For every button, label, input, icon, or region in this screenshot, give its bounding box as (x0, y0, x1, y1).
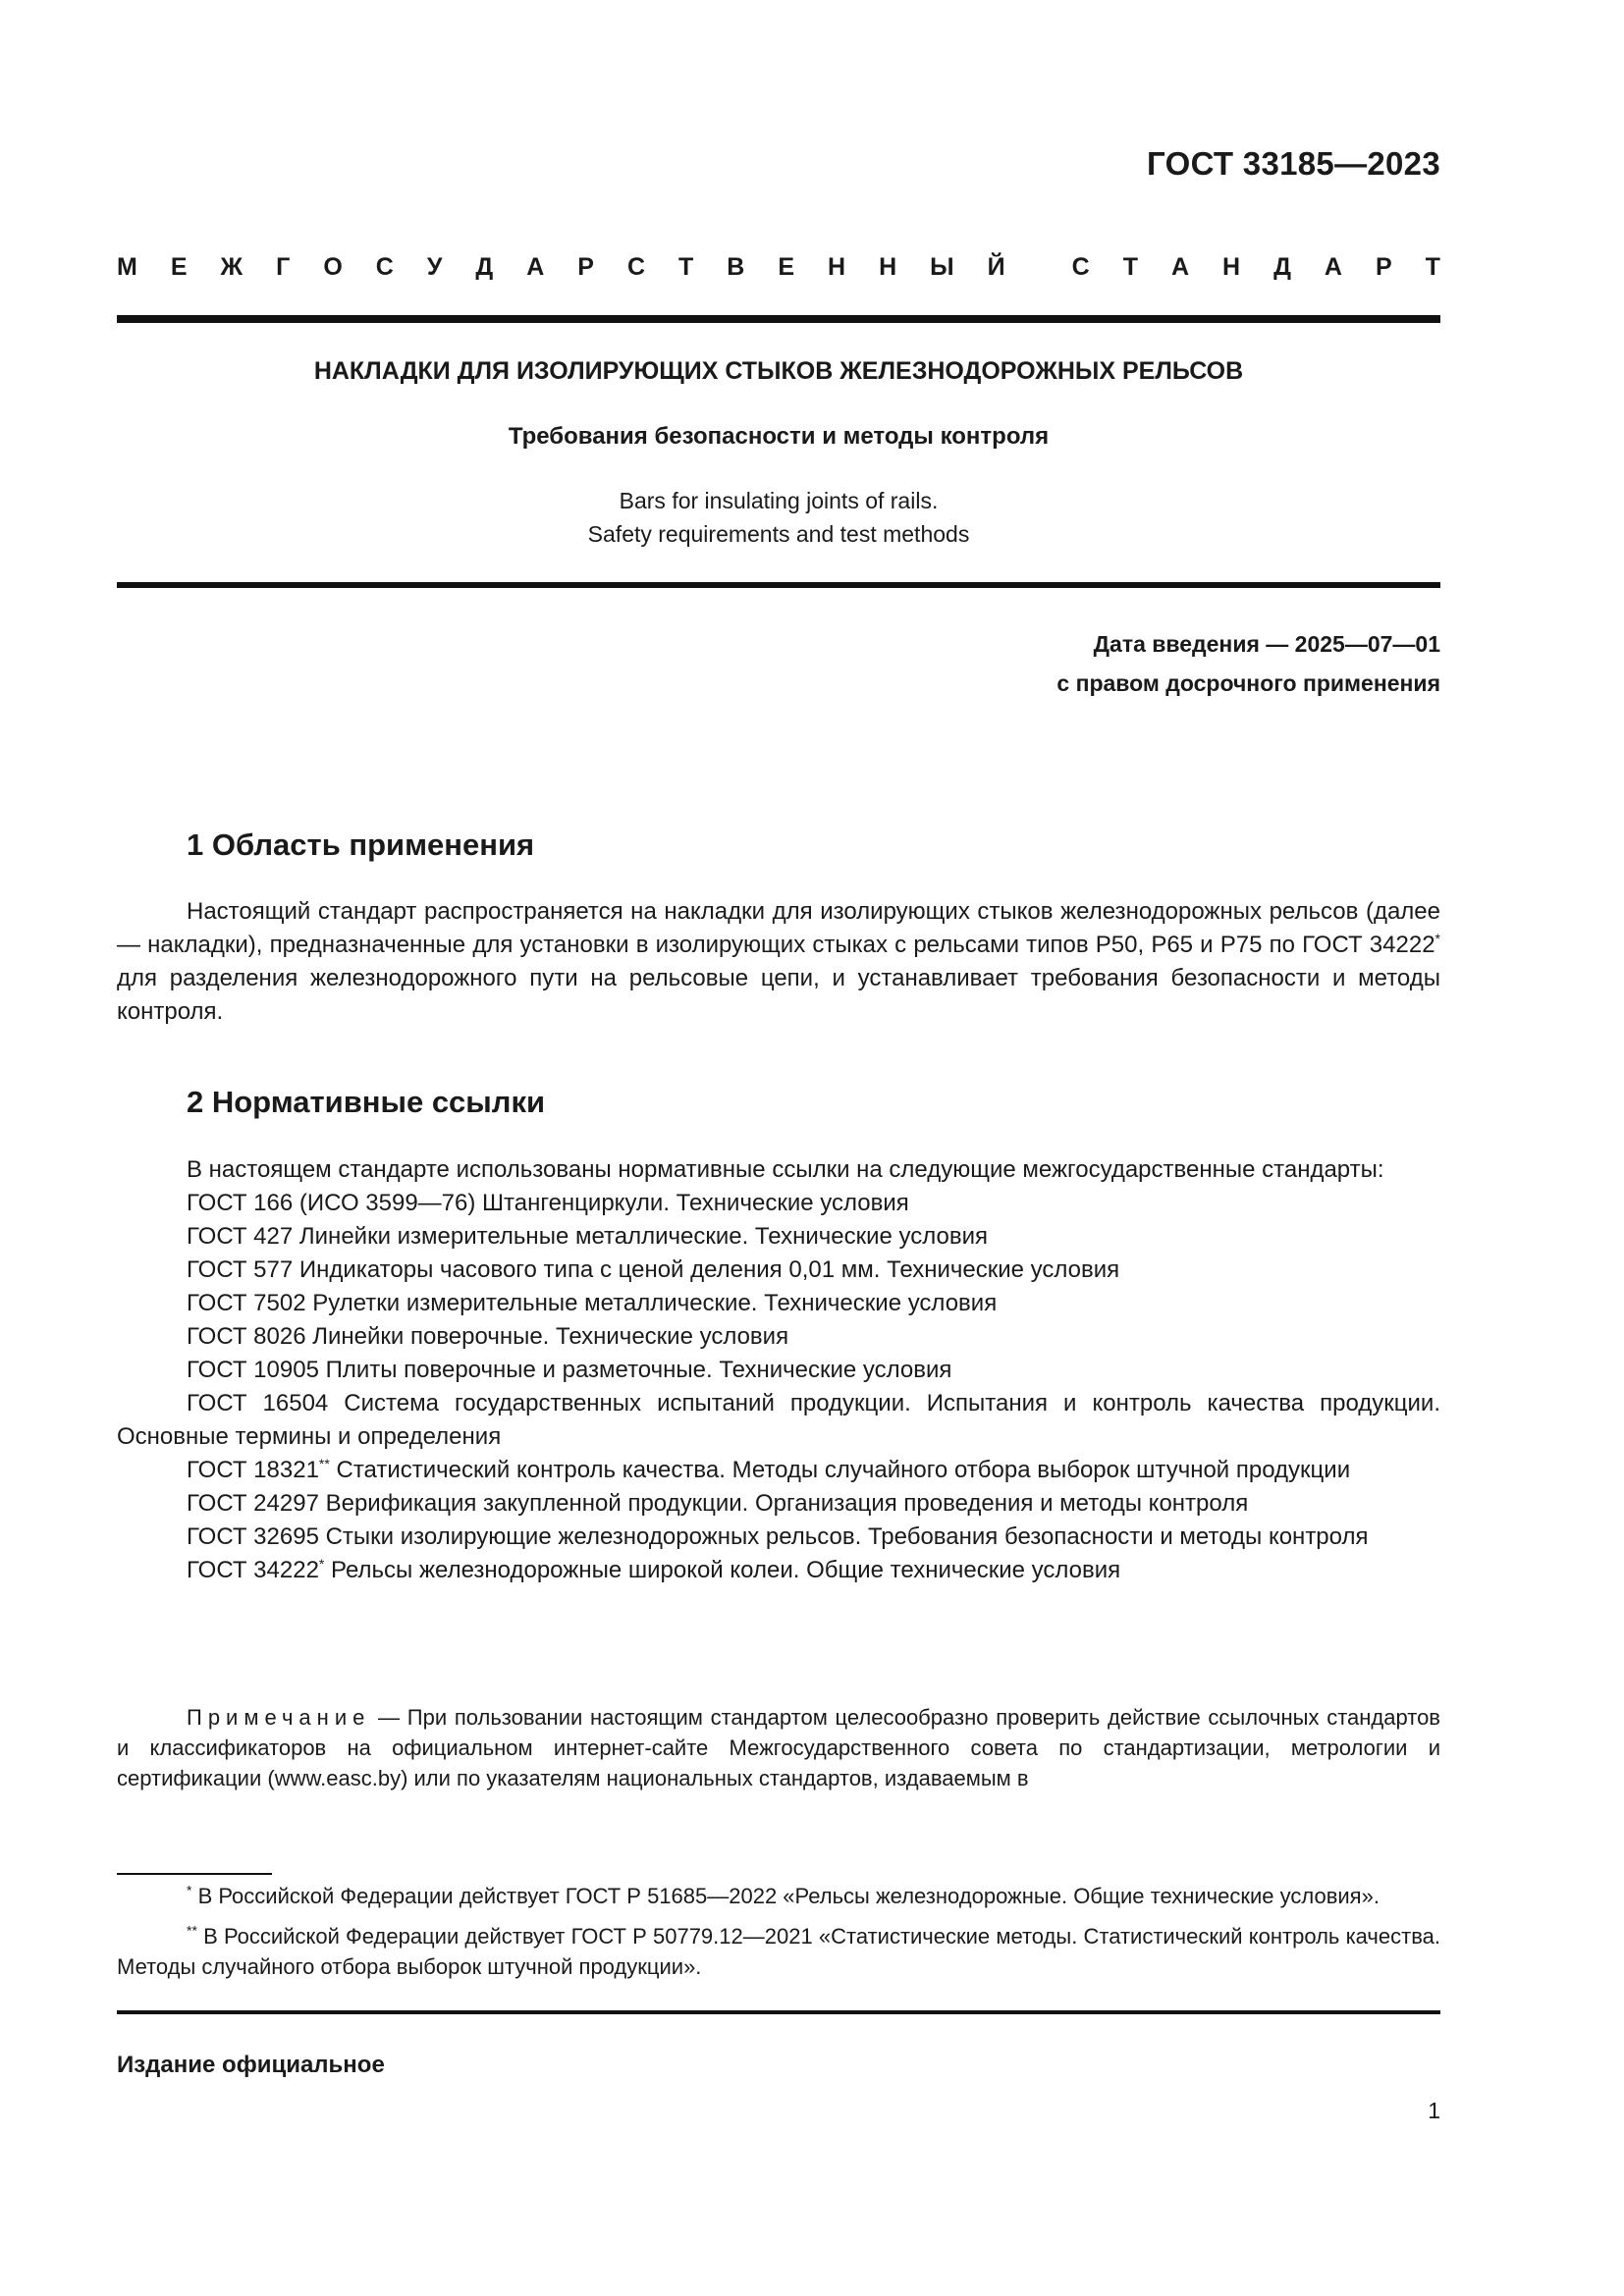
banner-letter: Е (778, 253, 795, 281)
scope-paragraph (117, 895, 1440, 1029)
footnote-divider (117, 1873, 272, 1875)
reference-item (117, 1554, 1440, 1587)
banner-letter: Е (170, 253, 188, 281)
footnote-mark: * (187, 1882, 192, 1898)
reference-title: Стыки изолирующие железнодорожных рельсов. Требования безопасности и методы контроля (318, 1523, 1369, 1550)
official-edition-label: Издание официальное (117, 2052, 385, 2078)
banner-letter: Г (276, 253, 291, 281)
banner-letter: У (426, 253, 443, 281)
section-heading-references: 2 Нормативные ссылки (187, 1085, 546, 1119)
reference-title: Статистический контроль качества. Методы случайного отбора выборок штучной продукции (329, 1457, 1351, 1483)
reference-item (117, 1320, 1440, 1354)
banner-letter: Д (475, 253, 494, 281)
banner-letter: С (626, 253, 646, 281)
section-heading-scope: 1 Область применения (187, 828, 535, 862)
banner-letter: Й (987, 253, 1005, 281)
reference-title: Рулетки измерительные металлические. Технические условия (305, 1290, 998, 1316)
footnote-text: В Российской Федерации действует ГОСТ Р 51685—2022 «Рельсы железнодорожные. Общие технические условия». (191, 1884, 1380, 1908)
reference-code: ГОСТ 10905 (187, 1357, 319, 1383)
reference-code: ГОСТ 8026 (187, 1323, 306, 1350)
banner-letter: Т (678, 253, 694, 281)
reference-code: ГОСТ 34222 (187, 1557, 319, 1583)
reference-title: (ИСО 3599—76) Штангенциркули. Технические условия (293, 1190, 909, 1216)
reference-code: ГОСТ 166 (187, 1190, 294, 1216)
scope-text: Настоящий стандарт распространяется на накладки для изолирующих стыков железнодорожных рельсов (далее — накладки), предназначенные для установки в изолирующих стыках с рельсами типов Р50, Р65 и Р75 по ГОСТ 34222 (117, 898, 1440, 958)
footnote-mark: * (1435, 931, 1440, 946)
banner-letter: Н (879, 253, 897, 281)
title-en-line: Safety requirements and test methods (587, 521, 970, 547)
banner-letter: Н (1222, 253, 1241, 281)
note-text: — При пользовании настоящим стандартом целесообразно проверить действие ссылочных стандартов и классификаторов на официальном интернет-сайте Межгосударственного совета по стандартизации, метрологии и сертификации (www.easc.by) или по указателям национальных стандартов, издаваемым в (117, 1705, 1440, 1790)
banner-letter: С (1071, 253, 1090, 281)
banner-letter: Т (1122, 253, 1138, 281)
reference-item (117, 1187, 1440, 1220)
reference-code: ГОСТ 18321 (187, 1457, 319, 1483)
footer-divider (117, 2010, 1440, 2014)
scope-text: для разделения железнодорожного пути на рельсовые цепи, и устанавливает требования безопасности и методы контроля. (117, 965, 1440, 1025)
header-divider (117, 315, 1440, 323)
references-note (117, 1702, 1440, 1793)
note-label: Примечание (187, 1705, 371, 1730)
footnote-item (117, 1921, 1440, 1982)
reference-title: Верификация закупленной продукции. Организация проведения и методы контроля (318, 1490, 1249, 1517)
banner-letter: О (323, 253, 343, 281)
document-number: ГОСТ 33185—2023 (1147, 145, 1440, 182)
document-subtitle-ru: Требования безопасности и методы контроля (508, 423, 1050, 450)
interstate-standard-banner (117, 253, 1440, 282)
footnote-item (117, 1881, 1440, 1911)
reference-title: Линейки измерительные металлические. Технические условия (293, 1223, 988, 1250)
reference-item (117, 1287, 1440, 1320)
footnotes-block (117, 1881, 1440, 1992)
banner-letter: Т (1425, 253, 1440, 281)
footnote-mark: ** (187, 1922, 197, 1939)
reference-title: Индикаторы часового типа с ценой деления 0,01 мм. Технические условия (293, 1256, 1120, 1283)
banner-letter: А (526, 253, 545, 281)
banner-letter: В (727, 253, 745, 281)
banner-letter: Р (577, 253, 594, 281)
reference-title: Рельсы железнодорожные широкой колеи. Общие технические условия (324, 1557, 1121, 1583)
reference-item (117, 1454, 1440, 1487)
reference-code: ГОСТ 32695 (187, 1523, 319, 1550)
banner-letter: Ы (930, 253, 954, 281)
references-intro: В настоящем стандарте использованы нормативные ссылки на следующие межгосударственные стандарты: (187, 1156, 1384, 1183)
introduction-date-block (1056, 624, 1440, 703)
reference-code: ГОСТ 24297 (187, 1490, 319, 1517)
reference-item (117, 1387, 1440, 1454)
reference-title: Плиты поверочные и разметочные. Технические условия (318, 1357, 952, 1383)
reference-item (117, 1254, 1440, 1287)
reference-title: Система государственных испытаний продукции. Испытания и контроль качества продукции. Основные термины и определения (117, 1390, 1440, 1450)
banner-letter: Д (1273, 253, 1291, 281)
introduction-date: Дата введения — 2025—07—01 (1093, 631, 1440, 657)
banner-letter: М (117, 253, 137, 281)
footnote-mark: * (318, 1556, 325, 1572)
reference-code: ГОСТ 427 (187, 1223, 294, 1250)
banner-letter: А (1324, 253, 1342, 281)
page-number: 1 (1428, 2098, 1440, 2123)
references-block (117, 1153, 1440, 1587)
document-title-en (117, 484, 1440, 551)
banner-letter: Н (828, 253, 846, 281)
banner-letter: А (1170, 253, 1190, 281)
banner-letter: С (375, 253, 394, 281)
reference-item (117, 1521, 1440, 1554)
title-en-line: Bars for insulating joints of rails. (619, 488, 939, 513)
footnote-mark: ** (318, 1456, 330, 1471)
reference-item (117, 1487, 1440, 1521)
banner-letter: Р (1375, 253, 1392, 281)
document-title-ru: НАКЛАДКИ ДЛЯ ИЗОЛИРУЮЩИХ СТЫКОВ ЖЕЛЕЗНОДОРОЖНЫХ РЕЛЬСОВ (313, 357, 1244, 385)
reference-item (117, 1220, 1440, 1254)
reference-item (117, 1354, 1440, 1387)
title-divider (117, 582, 1440, 588)
reference-code: ГОСТ 16504 (187, 1390, 329, 1416)
banner-letter: Ж (220, 253, 244, 281)
reference-title: Линейки поверочные. Технические условия (305, 1323, 789, 1350)
reference-code: ГОСТ 577 (187, 1256, 294, 1283)
reference-code: ГОСТ 7502 (187, 1290, 306, 1316)
early-use-note: с правом досрочного применения (1056, 670, 1440, 696)
footnote-text: В Российской Федерации действует ГОСТ Р 50779.12—2021 «Статистические методы. Статистический контроль качества. Методы случайного отбора выборок штучной продукции». (117, 1924, 1440, 1979)
